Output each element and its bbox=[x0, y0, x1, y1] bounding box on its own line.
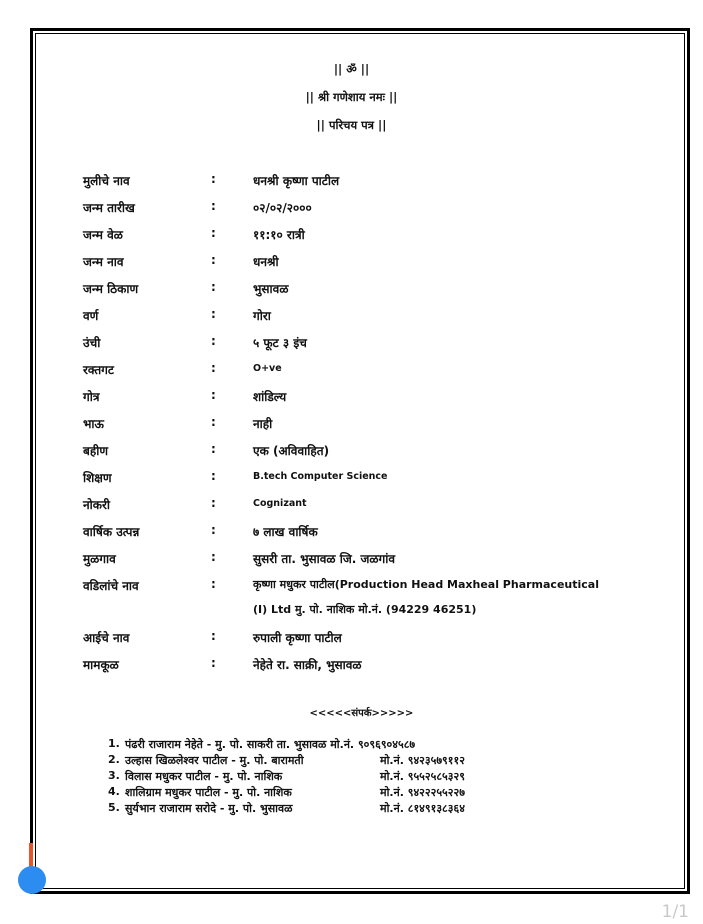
page-indicator: 1/1 bbox=[661, 902, 689, 922]
contact-heading: <<<<<संपर्क>>>>> bbox=[309, 708, 414, 719]
header-title: || परिचय पत्र || bbox=[316, 118, 387, 132]
header-ganesh: || श्री गणेशाय नमः || bbox=[305, 90, 398, 104]
header-om: || ॐ || bbox=[333, 62, 370, 76]
scroll-handle[interactable] bbox=[18, 866, 46, 894]
